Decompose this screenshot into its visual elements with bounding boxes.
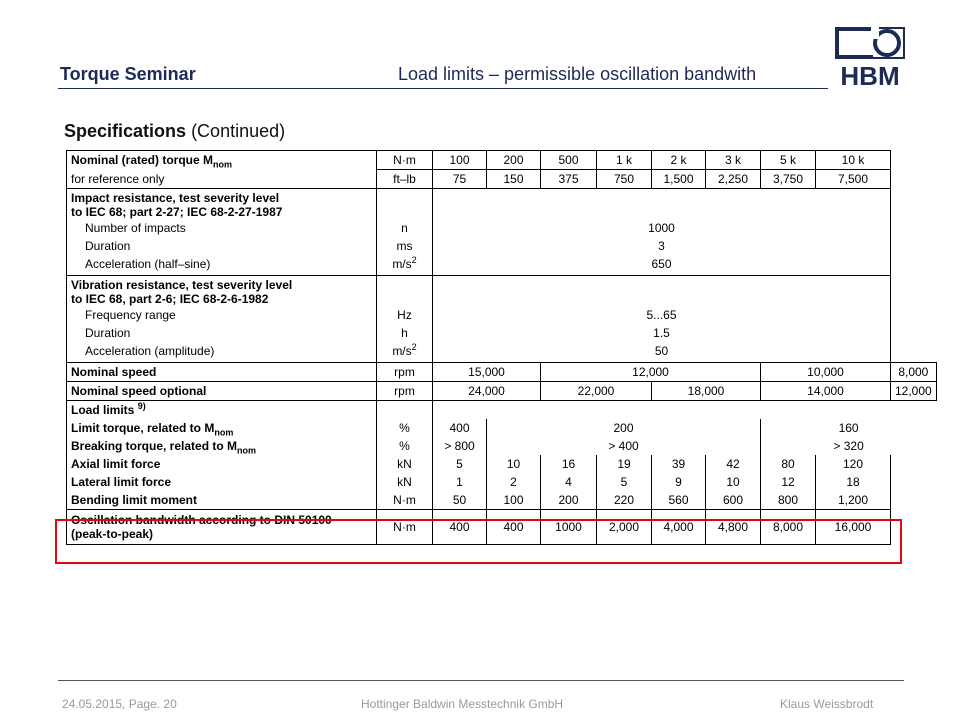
slide-title: Load limits – permissible oscillation bandwith (398, 64, 757, 84)
table-row: for reference only ft–lb 75 150 375 750 1,500 2,250 3,750 7,500 (67, 170, 937, 189)
table-row: Load limits $^{9)}$ (67, 401, 937, 420)
table-row: Limit torque, related to $M_{nom}$ % 400 200 160 (67, 419, 937, 437)
footer-divider (58, 680, 904, 681)
table-row: Bending limit moment N·m 50 100 200 220 560 600 800 1,200 (67, 491, 937, 510)
table-row: Nominal speed optional rpm 24,000 22,000 18,000 14,000 12,000 (67, 382, 937, 401)
table-row: Impact resistance, test severity level to IEC 68; part 2-27; IEC 68-2-27-1987 Number of impacts Duration Acceleration (half–sine) n ms $m/s^2$ 1000 3 650 (67, 189, 937, 276)
oscillation-highlight-box (55, 519, 902, 564)
table-row: Nominal (rated) torque $M_{nom}$ N·m 100 200 500 1 k 2 k 3 k 5 k 10 k (67, 151, 937, 170)
footer-company: Hottinger Baldwin Messtechnik GmbH (361, 697, 564, 711)
table-row-oscillation: Oscillation bandwidth according to DIN 50100 (peak-to-peak) N·m 400 400 1000 2,000 4,000 4,800 8,000 16,000 (67, 510, 937, 545)
specifications-table (66, 150, 937, 545)
table-row: Breaking torque, related to $M_{nom}$ % > 800 > 400 > 320 (67, 437, 937, 455)
specifications-heading: Specifications (Continued) (64, 121, 286, 141)
table-row: Nominal speed rpm 15,000 12,000 10,000 8,000 (67, 363, 937, 382)
svg-text:HBM: HBM (840, 61, 900, 89)
table-row: Axial limit force kN 5 10 16 19 39 42 80 120 (67, 455, 937, 473)
header-divider (58, 88, 828, 89)
seminar-title: Torque Seminar (60, 64, 196, 84)
hbm-logo (835, 27, 905, 89)
table-row: Lateral limit force kN 1 2 4 5 9 10 12 18 (67, 473, 937, 491)
table-row: Vibration resistance, test severity level to IEC 68, part 2-6; IEC 68-2-6-1982 Frequency range Duration Acceleration (amplitude) Hz h $m/s^2$ 5...65 1.5 50 (67, 276, 937, 363)
footer-author: Klaus Weissbrodt (780, 697, 874, 711)
footer-date-page: 24.05.2015, Page. 20 (62, 697, 177, 711)
